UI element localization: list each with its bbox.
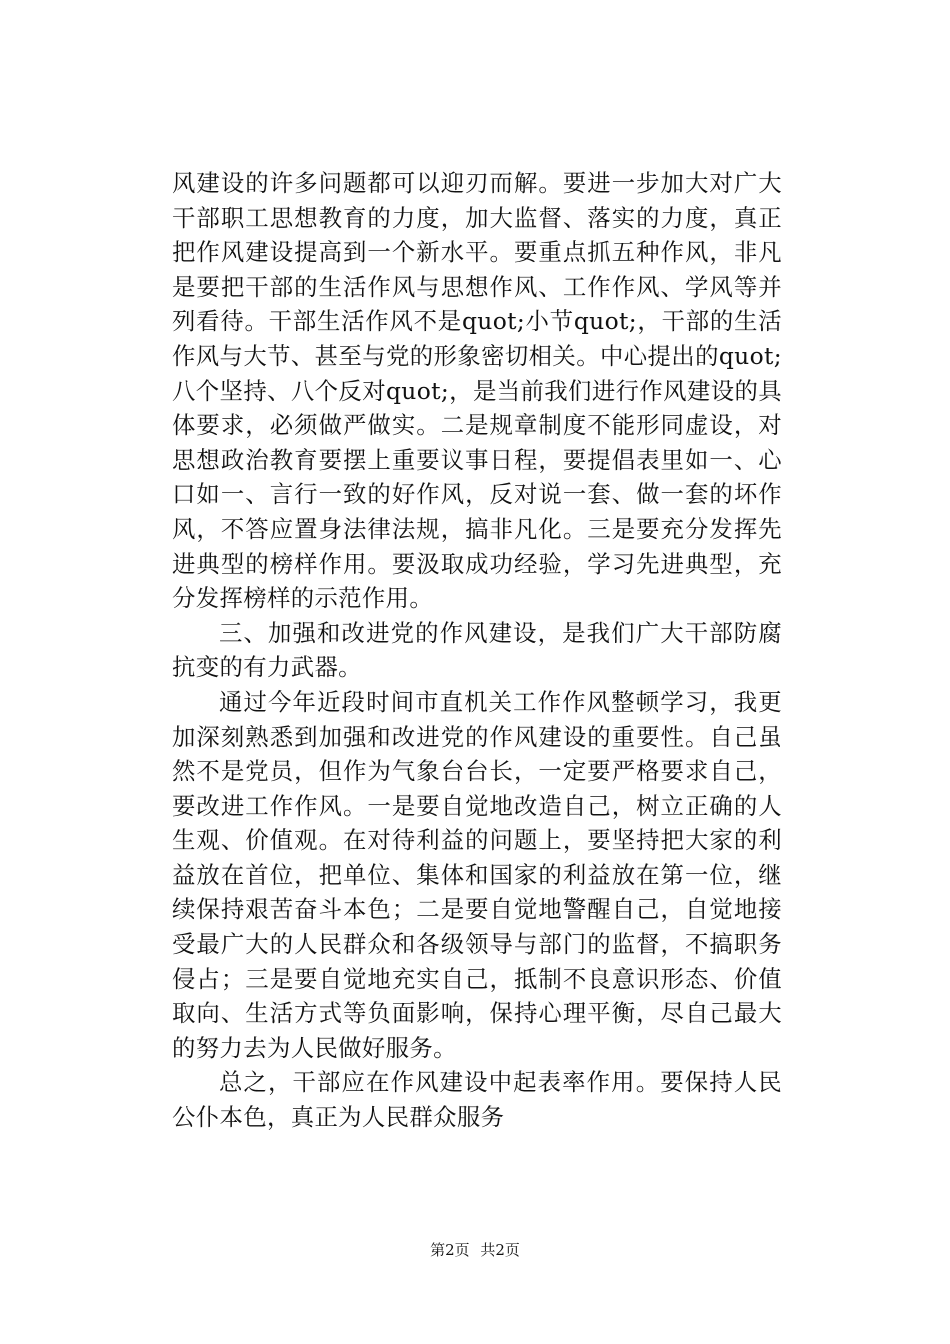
page-number: 第2页 <box>430 1241 470 1259</box>
paragraph-personal-reflection: 通过今年近段时间市直机关工作作风整顿学习，我更加深刻熟悉到加强和改进党的作风建设的重要性。自己虽然不是党员，但作为气象台台长，一定要严格要求自己，要改进工作作风。一是要自觉地改造自己，树立正确的人生观、价值观。在对待利益的问题上，要坚持把大家的利益放在首位，把单位、集体和国家的利益放在第一位，继续保持艰苦奋斗本色；二是要自觉地警醒自己，自觉地接受最广大的人民群众和各级领导与部门的监督，不搞职务侵占；三是要自觉地充实自己，抵制不良意识形态、价值取向、生活方式等负面影响，保持心理平衡，尽自己最大的努力去为人民做好服务。 <box>172 687 782 1062</box>
document-body <box>172 166 782 1135</box>
paragraph-continuation: 风建设的许多问题都可以迎刃而解。要进一步加大对广大干部职工思想教育的力度，加大监督、落实的力度，真正把作风建设提高到一个新水平。要重点抓五种作风，非凡是要把干部的生活作风与思想作风、工作作风、学风等并列看待。干部生活作风不是quot;小节quot;，干部的生活作风与大节、甚至与党的形象密切相关。中心提出的quot;八个坚持、八个反对quot;，是当前我们进行作风建设的具体要求，必须做严做实。二是规章制度不能形同虚设，对思想政治教育要摆上重要议事日程，要提倡表里如一、心口如一、言行一致的好作风，反对说一套、做一套的坏作风，不答应置身法律法规，搞非凡化。三是要充分发挥先进典型的榜样作用。要汲取成功经验，学习先进典型，充分发挥榜样的示范作用。 <box>172 169 782 613</box>
page-total: 共2页 <box>480 1241 520 1259</box>
paragraph-conclusion: 总之，干部应在作风建设中起表率作用。要保持人民公仆本色，真正为人民群众服务 <box>172 1068 782 1132</box>
paragraph-section-three-heading: 三、加强和改进党的作风建设，是我们广大干部防腐抗变的有力武器。 <box>172 618 782 682</box>
page-footer <box>0 1240 950 1260</box>
